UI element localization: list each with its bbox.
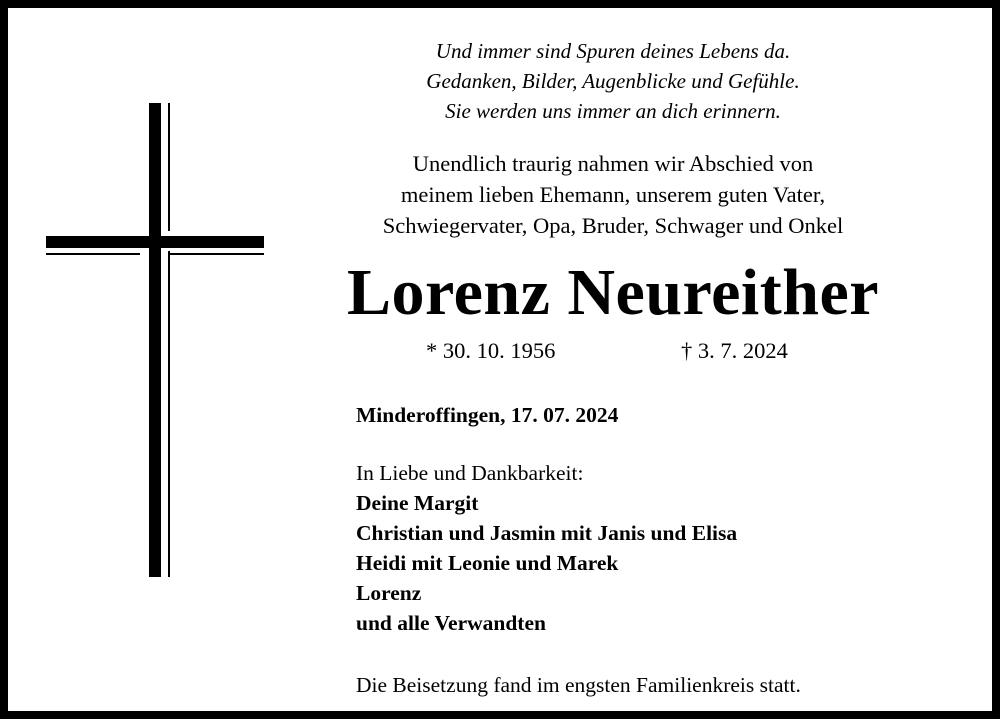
- verse-line: Gedanken, Bilder, Augenblicke und Gefühle.: [426, 69, 800, 93]
- cross-icon: [8, 8, 308, 727]
- mourner-name: Heidi mit Leonie und Marek: [356, 551, 619, 575]
- verse-line: Sie werden uns immer an dich erinnern.: [445, 99, 781, 123]
- verse-line: Und immer sind Spuren deines Lebens da.: [435, 39, 791, 63]
- intro-line: Schwiegervater, Opa, Bruder, Schwager und Onkel: [382, 213, 844, 238]
- mourner-name: und alle Verwandten: [356, 611, 546, 635]
- intro-line: meinem lieben Ehemann, unserem guten Vater,: [400, 182, 826, 207]
- mourner-name: Christian und Jasmin mit Janis und Elisa: [356, 521, 738, 545]
- farewell-intro: [308, 148, 918, 241]
- mourners-list: [356, 458, 737, 638]
- birth-date: * 30. 10. 1956: [426, 338, 556, 363]
- mourner-name: Deine Margit: [356, 491, 479, 515]
- mourner-name: Lorenz: [356, 581, 422, 605]
- death-date: † 3. 7. 2024: [681, 338, 788, 363]
- memorial-verse: [308, 36, 918, 126]
- place-and-date: Minderoffingen, 17. 07. 2024: [356, 403, 619, 427]
- burial-note: Die Beisetzung fand im engsten Familienkreis statt.: [356, 673, 801, 697]
- mourners-heading: In Liebe und Dankbarkeit:: [356, 461, 584, 485]
- deceased-name: Lorenz Neureither: [346, 256, 880, 329]
- intro-line: Unendlich traurig nahmen wir Abschied von: [412, 151, 814, 176]
